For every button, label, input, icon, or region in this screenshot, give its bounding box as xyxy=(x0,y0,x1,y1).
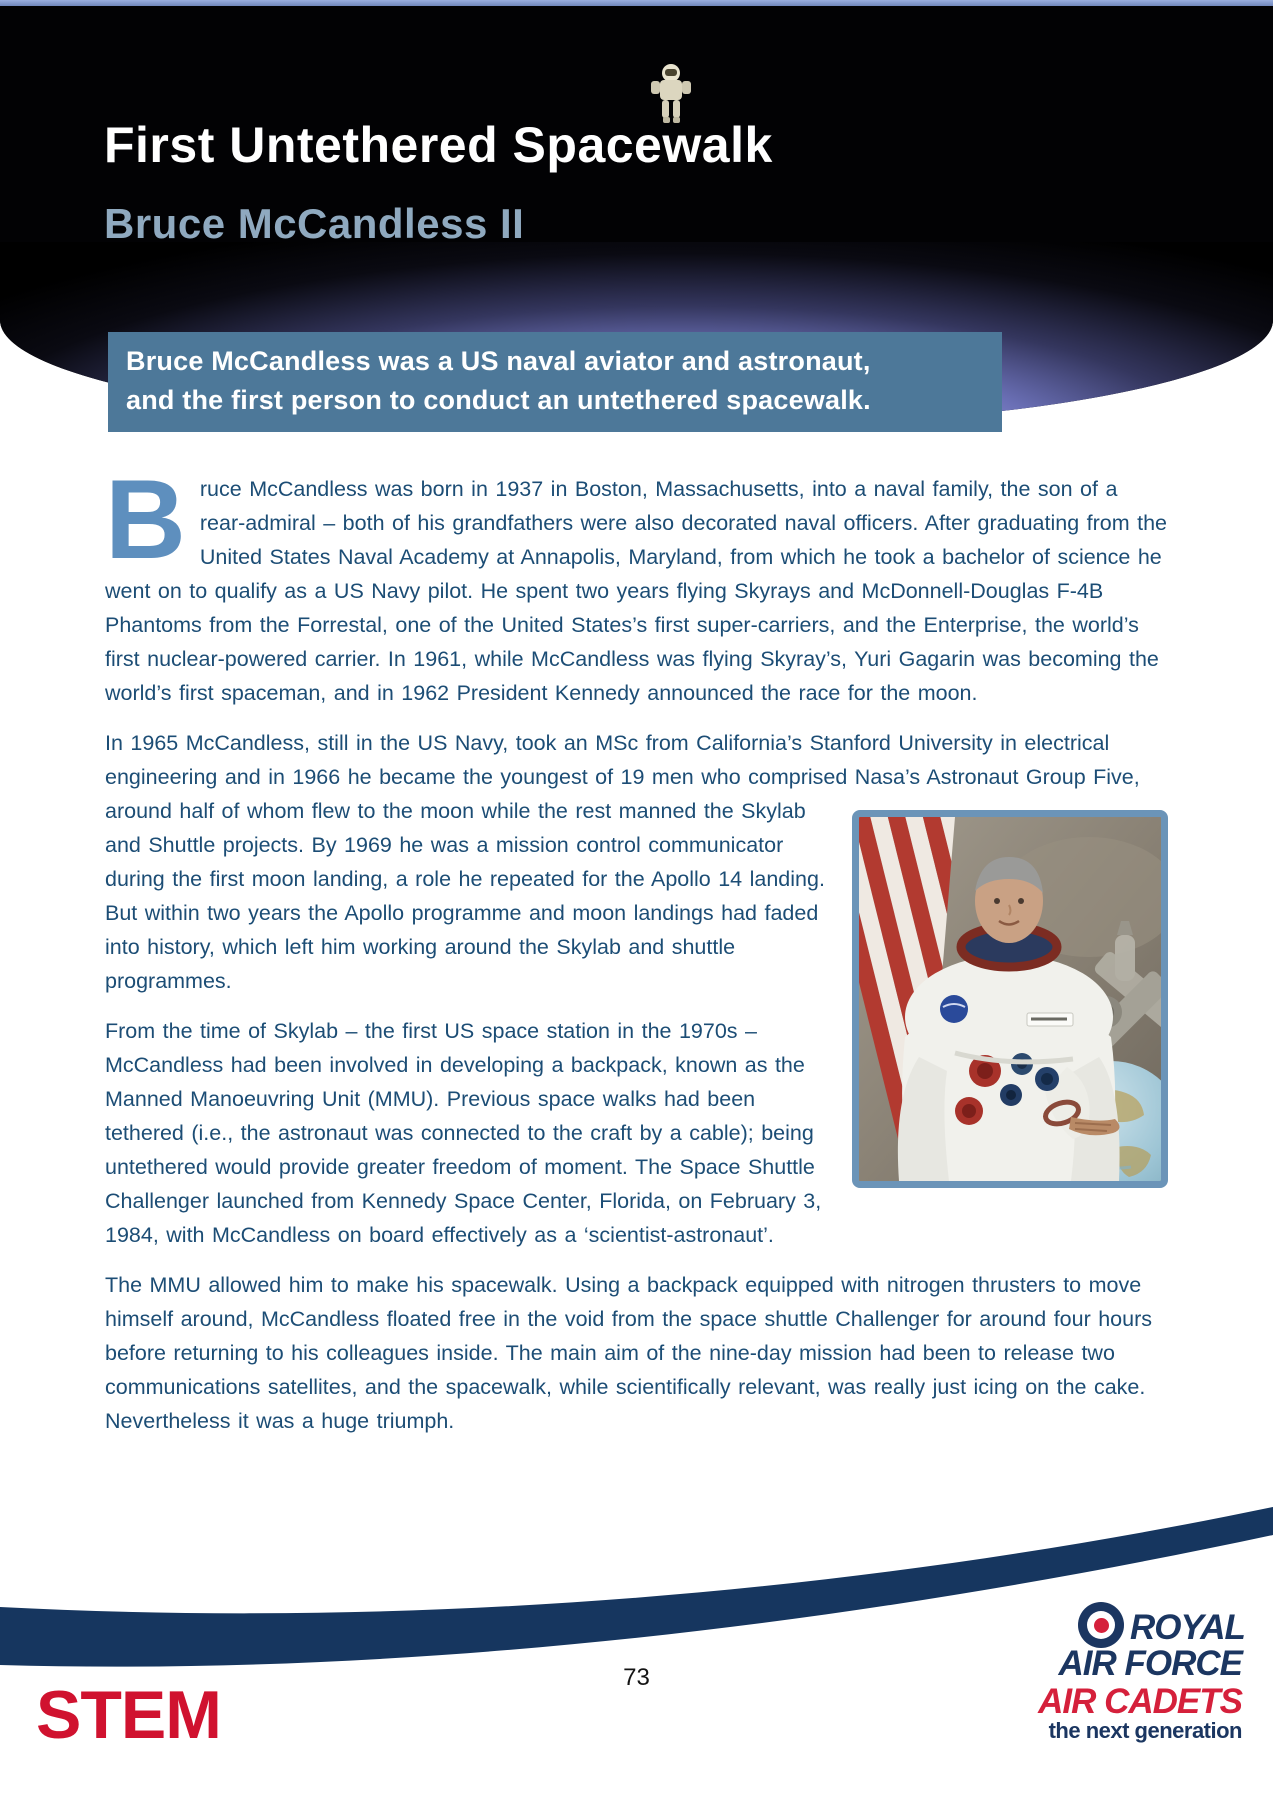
paragraph-4 xyxy=(105,1268,1168,1438)
astronaut-portrait-image xyxy=(859,817,1161,1181)
raf-air-cadets-logo xyxy=(1030,1594,1245,1750)
callout-line-1: Bruce McCandless was a US naval aviator and astronaut, xyxy=(126,346,871,376)
paragraph-4-text: The MMU allowed him to make his spacewalk. Using a backpack equipped with nitrogen thrusters to move himself around, McCandless floated free in the void from the space shuttle Challenger for around four hours before returning to his colleagues inside. The main aim of the nine-day mission had been to release two communications satellites, and the spacewalk, while scientifically relevant, was really just icing on the cake. Nevertheless it was a huge triumph. xyxy=(105,1273,1153,1433)
stem-logo: STEM xyxy=(36,1677,221,1753)
top-border-strip xyxy=(0,0,1273,6)
dropcap-letter: B xyxy=(105,457,186,582)
raf-logo-air-force: AIR FORCE xyxy=(1058,1644,1242,1683)
paragraph-3-text: From the time of Skylab – the first US space station in the 1970s – McCandless had been involved in developing a backpack, known as the Manned Manoeuvring Unit (MMU). Previous space walks had been tethered (i.e., the astronaut was connected to the craft by a cable); being untethered would provide greater freedom of moment. The Space Shuttle Challenger launched from Kennedy Space Center, Florida, on February 3, 1984, with McCandless on board effectively as a ‘scientist-astronaut’. xyxy=(105,1019,822,1247)
summary-callout xyxy=(108,332,1002,432)
floating-astronaut-icon xyxy=(648,62,694,124)
raf-logo-royal: ROYAL xyxy=(1130,1608,1245,1647)
paragraph-2 xyxy=(105,726,1168,998)
page-subtitle: Bruce McCandless II xyxy=(104,200,525,247)
raf-roundel-inner-ring xyxy=(1087,1611,1115,1639)
raf-roundel-icon xyxy=(1078,1602,1124,1648)
raf-roundel-center-dot xyxy=(1094,1618,1109,1633)
paragraph-1 xyxy=(105,457,1168,710)
raf-logo-tagline: the next generation xyxy=(1048,1718,1242,1743)
article-body xyxy=(105,457,1168,1454)
portrait-photo xyxy=(852,810,1168,1188)
paragraph-1-text: ruce McCandless was born in 1937 in Boston, Massachusetts, into a naval family, the son of a rear-admiral – both of his grandfathers were also decorated naval officers. After graduating from the United States Naval Academy at Annapolis, Maryland, from which he took a bachelor of science he went on to qualify as a US Navy pilot. He spent two years flying Skyrays and McDonnell-Douglas F-4B Phantoms from the Forrestal, one of the United States’s first super-carriers, and the Enterprise, the world’s first nuclear-powered carrier. In 1961, while McCandless was flying Skyray’s, Yuri Gagarin was becoming the world’s first spaceman, and in 1962 President Kennedy announced the race for the moon. xyxy=(105,477,1168,705)
page-title: First Untethered Spacewalk xyxy=(104,117,773,173)
callout-line-2: and the first person to conduct an untethered spacewalk. xyxy=(126,385,871,415)
page-number: 73 xyxy=(623,1664,650,1691)
raf-logo-air-cadets: AIR CADETS xyxy=(1038,1682,1242,1721)
paragraph-2-text: In 1965 McCandless, still in the US Navy, took an MSc from California’s Stanford University in electrical engineering and in 1966 he became the youngest of 19 men who comprised Nasa’s Astronaut Group Five, around half of whom flew to the moon while the rest manned the Skylab and Shuttle projects. By 1969 he was a mission control communicator during the first moon landing, a role he repeated for the Apollo 14 landing. But within two years the Apollo programme and moon landings had faded into history, which left him working around the Skylab and shuttle programmes. xyxy=(105,731,1140,993)
